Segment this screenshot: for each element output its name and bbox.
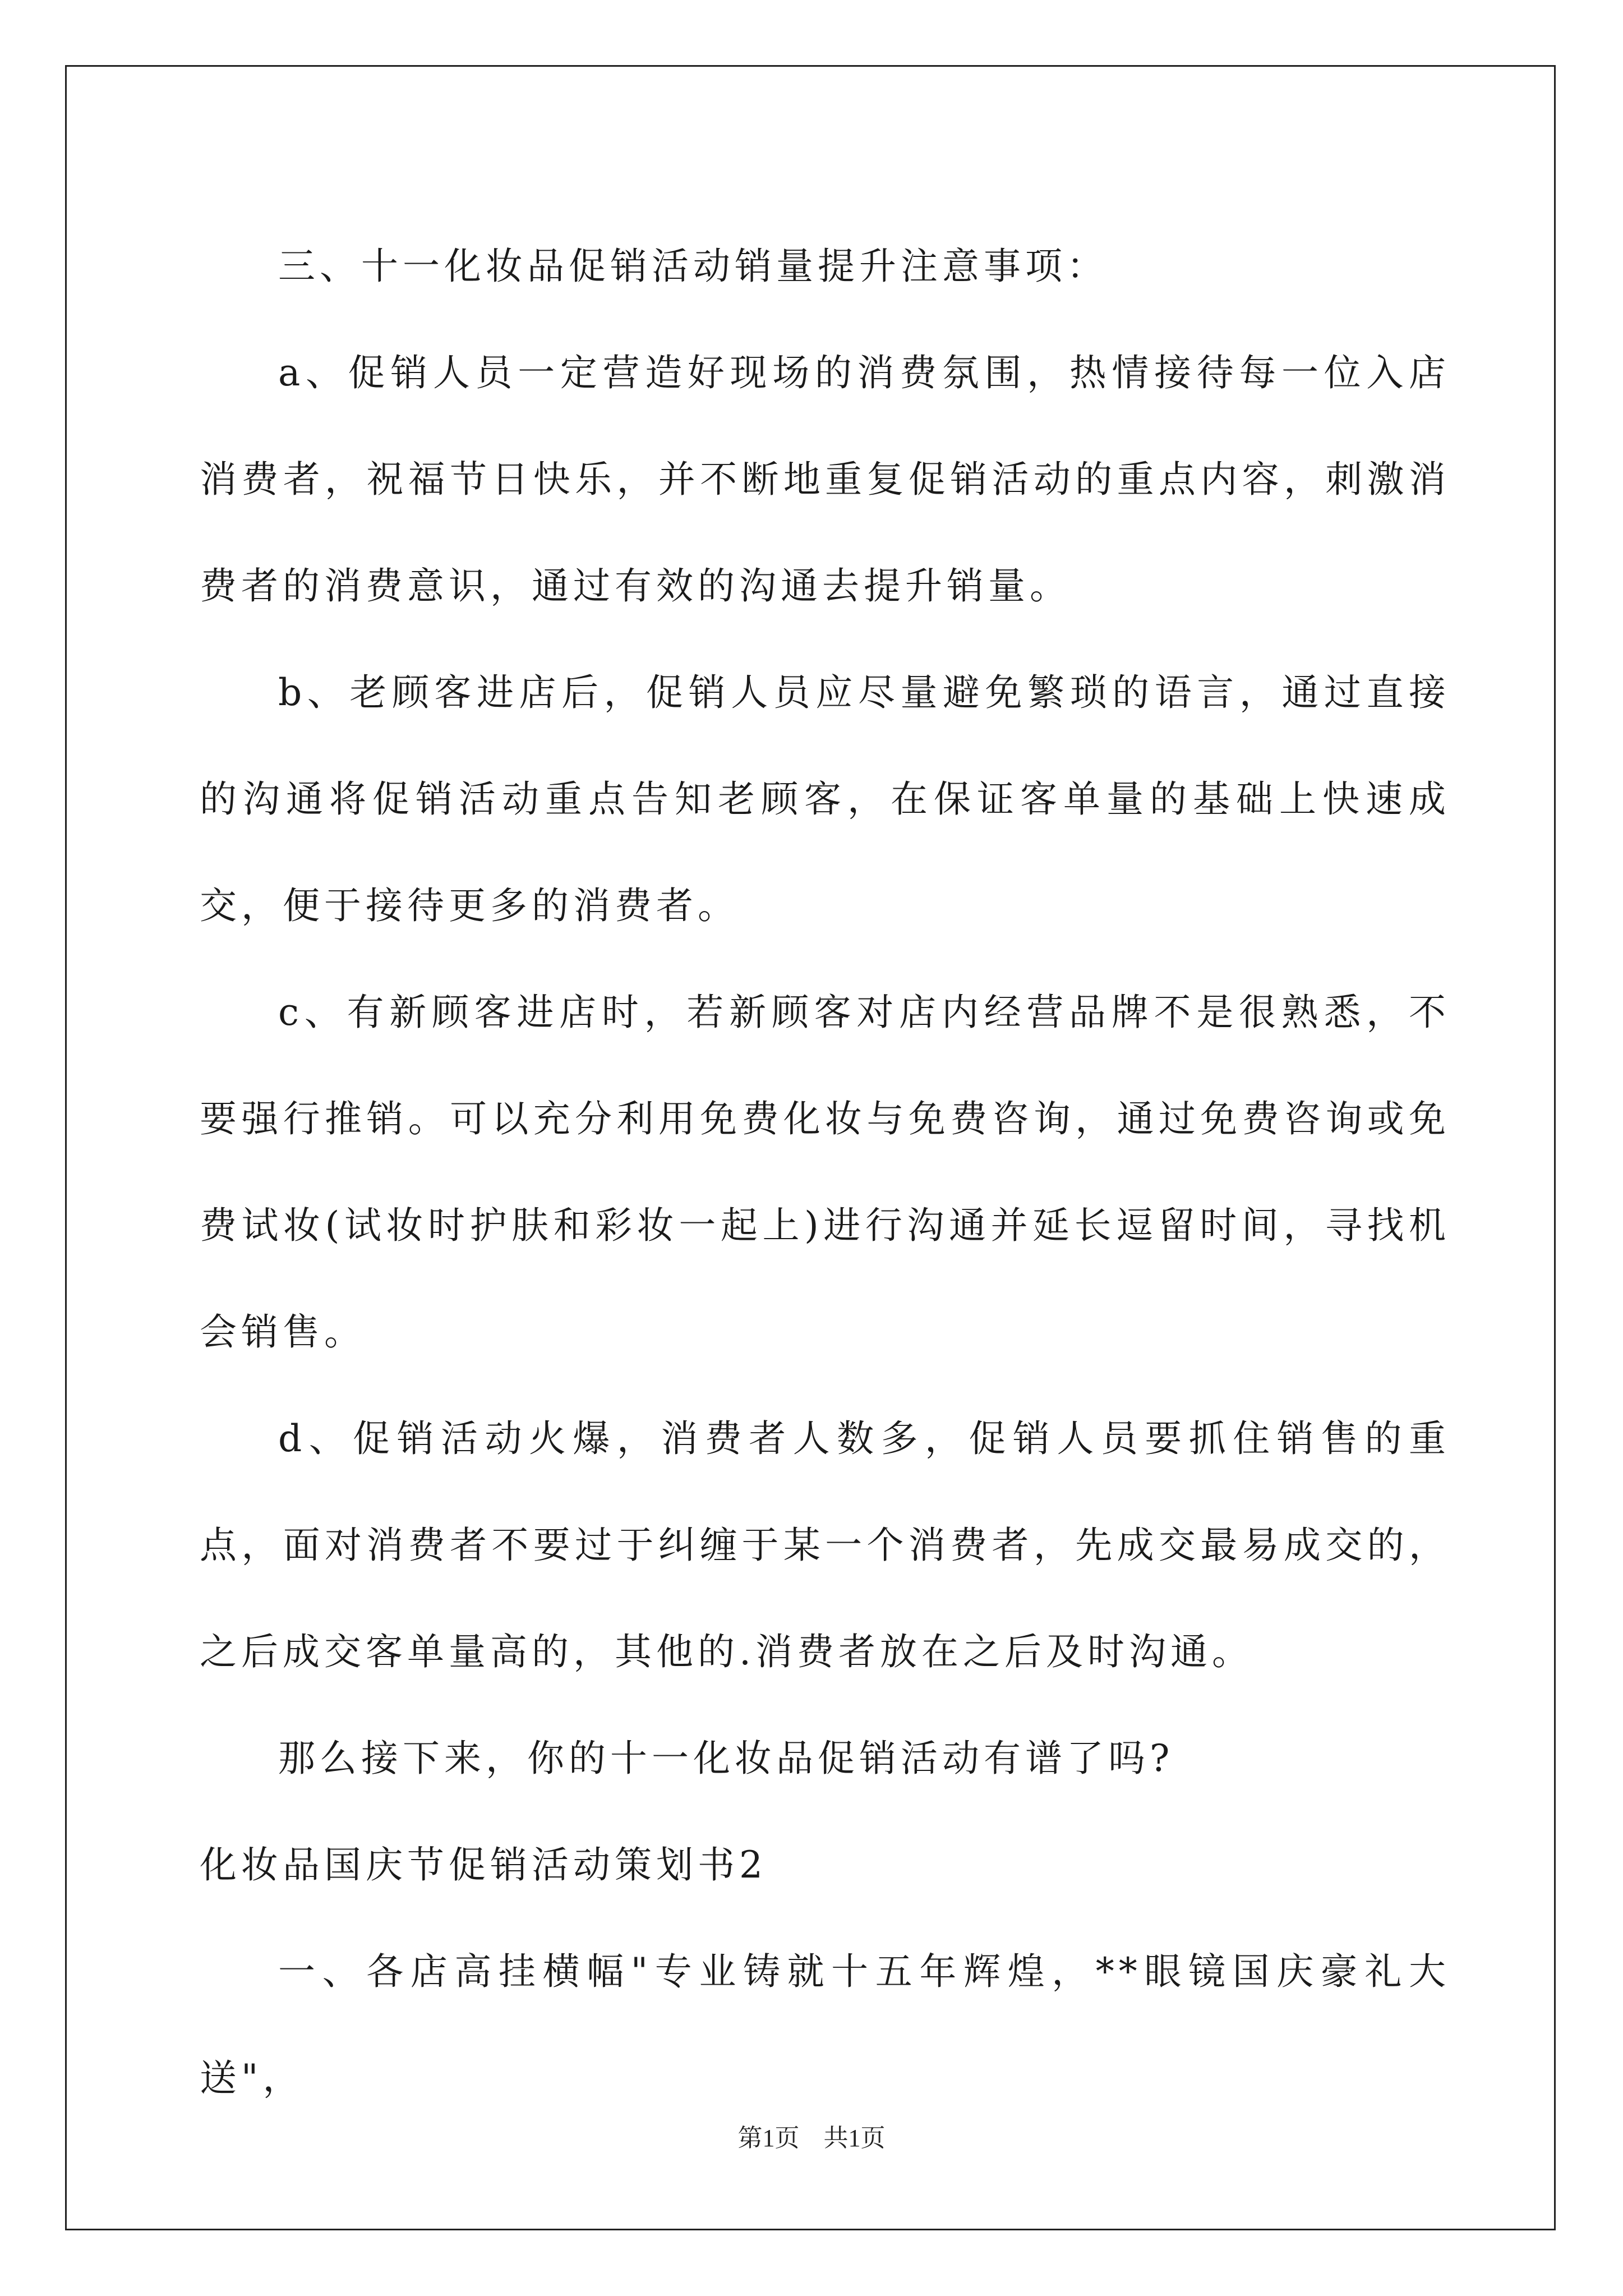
paragraph-section-start: 一、各店高挂横幅"专业铸就十五年辉煌，**眼镜国庆豪礼大送"， xyxy=(200,1950,1450,2100)
paragraph-closing: 那么接下来，你的十一化妆品促销活动有谱了吗? xyxy=(278,1737,1174,1780)
paragraph-item-d: d、促销活动火爆，消费者人数多，促销人员要抓住销售的重点，面对消费者不要过于纠缠于某一个消费者，先成交最易成交的，之后成交客单量高的，其他的.消费者放在之后及时沟通。 xyxy=(200,1417,1450,1673)
page-number: 第1页 xyxy=(737,2124,800,2152)
document-body xyxy=(200,213,1450,2132)
paragraph-item-a: a、促销人员一定营造好现场的消费氛围，热情接待每一位入店消费者，祝福节日快乐，并不断地重复促销活动的重点内容，刺激消费者的消费意识，通过有效的沟通去提升销量。 xyxy=(200,351,1450,608)
section-title: 化妆品国庆节促销活动策划书2 xyxy=(200,1843,767,1887)
paragraph-item-c: c、有新顾客进店时，若新顾客对店内经营品牌不是很熟悉，不要强行推销。可以充分利用免费化妆与免费咨询，通过免费咨询或免费试妆(试妆时护肤和彩妆一起上)进行沟通并延长逗留时间，寻找机会销售。 xyxy=(200,991,1450,1354)
page-footer xyxy=(0,2118,1623,2154)
paragraph-notes-heading: 三、十一化妆品促销活动销量提升注意事项： xyxy=(278,245,1108,288)
paragraph-item-b: b、老顾客进店后，促销人员应尽量避免繁琐的语言，通过直接的沟通将促销活动重点告知老顾客，在保证客单量的基础上快速成交，便于接待更多的消费者。 xyxy=(200,671,1450,927)
page-total: 共1页 xyxy=(823,2124,886,2152)
